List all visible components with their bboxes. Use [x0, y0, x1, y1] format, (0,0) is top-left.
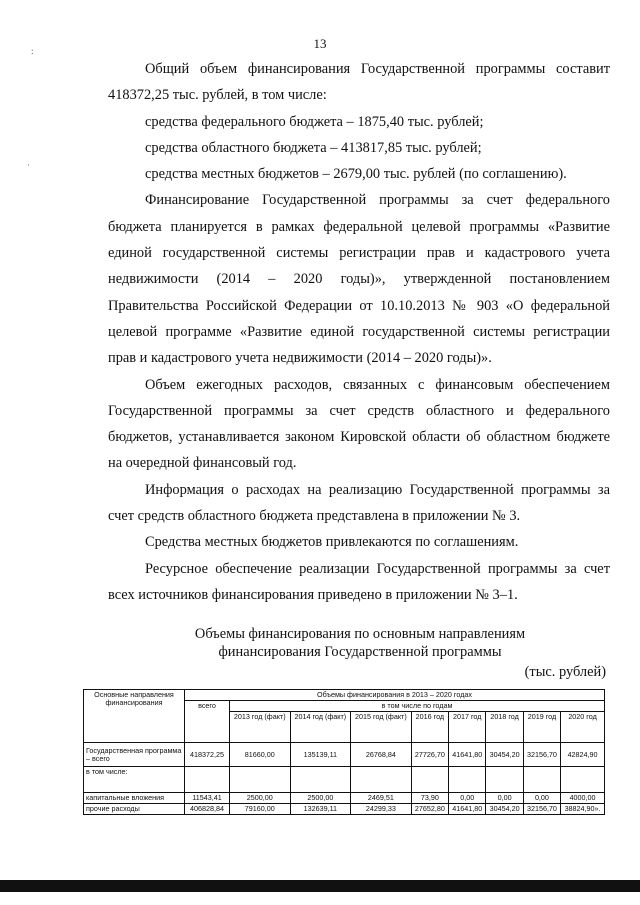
cell-value: 135139,11	[290, 743, 351, 767]
cell-total	[185, 767, 230, 793]
cell-value: 41641,80	[449, 743, 486, 767]
header-by-years: в том числе по годам	[230, 701, 605, 712]
paragraph-local-agreements: Средства местных бюджетов привлекаются по соглашениям.	[145, 534, 519, 551]
cell-value	[290, 767, 351, 793]
cell-value: 81660,00	[230, 743, 291, 767]
row-label: капитальные вложения	[84, 793, 185, 804]
row-label: Государственная программа – всего	[84, 743, 185, 767]
scan-bottom-edge	[0, 880, 640, 892]
cell-value	[351, 767, 412, 793]
paragraph-appendix-3-1: Ресурсное обеспечение реализации Государственной программы за счет всех источников финансирования приведено в приложении № 3–1.	[108, 560, 610, 603]
header-year: 2020 год	[561, 712, 605, 743]
cell-value: 73,90	[411, 793, 448, 804]
paragraph-local-budgets: средства местных бюджетов – 2679,00 тыс. рублей (по соглашению).	[145, 166, 567, 183]
paragraph-annual-expenses: Объем ежегодных расходов, связанных с финансовым обеспечением Государственной программы за счет средств областного и федерального бюджетов, устанавливается законом Кировской области об областном бюджете на очередной финансовый год.	[108, 376, 610, 472]
table-row	[84, 767, 605, 793]
header-year: 2017 год	[449, 712, 486, 743]
cell-value: 0,00	[523, 793, 560, 804]
cell-value	[561, 767, 605, 793]
table-row	[84, 743, 605, 767]
cell-value: 4000,00	[561, 793, 605, 804]
header-year: 2018 год	[486, 712, 523, 743]
paragraph-federal-program: Финансирование Государственной программы за счет федерального бюджета планируется в рамках федеральной целевой программы «Развитие единой государственной системы регистрации прав и кадастрового учета недвижимости (2014 – 2020 годы)», утвержденной постановлением Правительства Российской Федерации от 10.10.2013 № 903 «О федеральной целевой программе «Развитие единой государственной системы регистрации прав и кадастрового учета недвижимости (2014 – 2020 годы)».	[108, 192, 610, 367]
cell-value: 2500,00	[230, 793, 291, 804]
cell-total: 418372,25	[185, 743, 230, 767]
row-label: в том числе:	[84, 767, 185, 793]
body-text	[108, 56, 610, 608]
header-direction: Основные направления финансирования	[84, 690, 185, 743]
cell-value: 27652,80	[411, 804, 448, 815]
table-title-line-2: финансирования Государственной программы	[218, 644, 502, 660]
cell-value: 32156,70	[523, 804, 560, 815]
cell-value: 30454,20	[486, 804, 523, 815]
cell-value: 27726,70	[411, 743, 448, 767]
cell-value: 42824,90	[561, 743, 605, 767]
header-year: 2019 год	[523, 712, 560, 743]
header-total: всего	[185, 701, 230, 743]
financing-table	[83, 689, 605, 815]
table-title	[150, 625, 570, 661]
header-year: 2015 год (факт)	[351, 712, 412, 743]
paragraph-regional-budget: средства областного бюджета – 413817,85 тыс. рублей;	[145, 139, 482, 156]
header-volumes: Объемы финансирования в 2013 – 2020 годах	[185, 690, 605, 701]
cell-value	[411, 767, 448, 793]
scan-mark: ·	[27, 160, 30, 170]
table-row	[84, 804, 605, 815]
cell-value	[449, 767, 486, 793]
cell-value: 2469,51	[351, 793, 412, 804]
cell-value: 132639,11	[290, 804, 351, 815]
table-units: (тыс. рублей)	[524, 664, 606, 680]
cell-value: 32156,70	[523, 743, 560, 767]
cell-value	[486, 767, 523, 793]
table-title-line-1: Объемы финансирования по основным направлениям	[194, 626, 526, 642]
page-number: 13	[313, 36, 327, 51]
cell-value: 38824,90».	[561, 804, 605, 815]
cell-value: 0,00	[449, 793, 486, 804]
header-year: 2014 год (факт)	[290, 712, 351, 743]
cell-value: 26768,84	[351, 743, 412, 767]
header-year: 2016 год	[411, 712, 448, 743]
cell-total: 11543,41	[185, 793, 230, 804]
header-year: 2013 год (факт)	[230, 712, 291, 743]
cell-total: 406828,84	[185, 804, 230, 815]
row-label: прочие расходы	[84, 804, 185, 815]
cell-value: 24299,33	[351, 804, 412, 815]
cell-value: 2500,00	[290, 793, 351, 804]
paragraph-appendix-3: Информация о расходах на реализацию Государственной программы за счет средств областного бюджета представлена в приложении № 3.	[108, 481, 610, 525]
cell-value: 79160,00	[230, 804, 291, 815]
table-row	[84, 793, 605, 804]
scan-mark: :	[31, 46, 34, 56]
cell-value	[523, 767, 560, 793]
cell-value: 0,00	[486, 793, 523, 804]
cell-value	[230, 767, 291, 793]
cell-value: 30454,20	[486, 743, 523, 767]
paragraph-federal-budget: средства федерального бюджета – 1875,40 тыс. рублей;	[145, 113, 484, 130]
paragraph-total-financing: Общий объем финансирования Государственной программы составит 418372,25 тыс. рублей, в том числе:	[108, 61, 610, 104]
cell-value: 41641,80	[449, 804, 486, 815]
